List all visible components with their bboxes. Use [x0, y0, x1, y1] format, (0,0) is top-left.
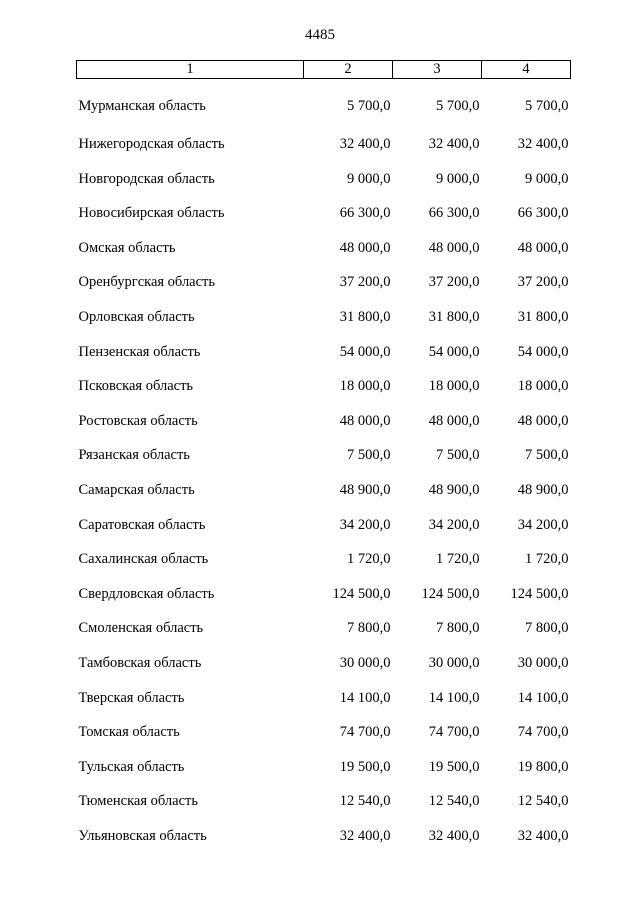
value-cell-col-3: 48 900,0 — [428, 481, 480, 498]
value-cell-col-3: 19 500,0 — [428, 758, 480, 775]
value-cell-col-2: 32 400,0 — [339, 136, 391, 153]
header-col-3: 3 — [393, 61, 482, 79]
value-cell-col-2: 31 800,0 — [339, 309, 391, 326]
table-row — [77, 127, 571, 162]
region-cell: Нижегородская область — [78, 136, 225, 153]
table-row — [77, 196, 571, 231]
region-cell: Омская область — [78, 239, 176, 256]
value-cell-col-3: 31 800,0 — [428, 309, 480, 326]
region-cell: Новгородская область — [78, 170, 215, 187]
value-cell-col-3: 48 000,0 — [428, 412, 480, 429]
table-body — [77, 79, 571, 854]
value-cell-col-3: 14 100,0 — [428, 689, 480, 706]
value-cell-col-3: 37 200,0 — [428, 274, 480, 291]
value-cell-col-2: 124 500,0 — [332, 585, 391, 602]
region-cell: Новосибирская область — [78, 205, 225, 222]
value-cell-col-2: 48 900,0 — [339, 481, 391, 498]
table-row — [77, 473, 571, 508]
value-cell-col-3: 32 400,0 — [428, 136, 480, 153]
header-col-2: 2 — [304, 61, 393, 79]
value-cell-col-4: 74 700,0 — [517, 724, 569, 741]
value-cell-col-4: 66 300,0 — [517, 205, 569, 222]
value-cell-col-3: 32 400,0 — [428, 827, 480, 844]
region-cell: Пензенская область — [78, 343, 201, 360]
table-row — [77, 611, 571, 646]
table-row — [77, 750, 571, 785]
value-cell-col-2: 66 300,0 — [339, 205, 391, 222]
value-cell-col-3: 1 720,0 — [436, 551, 480, 568]
value-cell-col-3: 54 000,0 — [428, 343, 480, 360]
value-cell-col-4: 7 800,0 — [525, 620, 569, 637]
value-cell-col-4: 31 800,0 — [517, 309, 569, 326]
value-cell-col-4: 5 700,0 — [525, 97, 569, 114]
value-cell-col-3: 7 800,0 — [436, 620, 480, 637]
region-cell: Тюменская область — [78, 793, 198, 810]
value-cell-col-3: 48 000,0 — [428, 239, 480, 256]
page-number: 4485 — [305, 27, 335, 43]
value-cell-col-4: 37 200,0 — [517, 274, 569, 291]
region-cell: Ростовская область — [78, 412, 198, 429]
table-row — [77, 162, 571, 197]
table-header — [77, 61, 571, 79]
table-row — [77, 300, 571, 335]
value-cell-col-4: 124 500,0 — [510, 585, 569, 602]
region-cell: Тверская область — [78, 689, 185, 706]
value-cell-col-3: 66 300,0 — [428, 205, 480, 222]
value-cell-col-2: 5 700,0 — [347, 97, 391, 114]
value-cell-col-2: 9 000,0 — [347, 170, 391, 187]
value-cell-col-4: 30 000,0 — [517, 654, 569, 671]
value-cell-col-2: 12 540,0 — [339, 793, 391, 810]
value-cell-col-2: 74 700,0 — [339, 724, 391, 741]
region-cell: Рязанская область — [78, 447, 190, 464]
value-cell-col-4: 7 500,0 — [525, 447, 569, 464]
value-cell-col-3: 30 000,0 — [428, 654, 480, 671]
value-cell-col-4: 19 800,0 — [517, 758, 569, 775]
header-col-1: 1 — [77, 61, 304, 79]
value-cell-col-3: 9 000,0 — [436, 170, 480, 187]
header-col-4: 4 — [482, 61, 571, 79]
region-cell: Псковская область — [78, 378, 194, 395]
value-cell-col-3: 74 700,0 — [428, 724, 480, 741]
table-row — [77, 438, 571, 473]
value-cell-col-2: 54 000,0 — [339, 343, 391, 360]
allocation-table — [76, 60, 571, 853]
value-cell-col-2: 30 000,0 — [339, 654, 391, 671]
value-cell-col-4: 12 540,0 — [517, 793, 569, 810]
value-cell-col-4: 34 200,0 — [517, 516, 569, 533]
value-cell-col-3: 12 540,0 — [428, 793, 480, 810]
region-cell: Ульяновская область — [78, 827, 207, 844]
region-cell: Самарская область — [78, 481, 195, 498]
value-cell-col-4: 54 000,0 — [517, 343, 569, 360]
region-cell: Оренбургская область — [78, 274, 216, 291]
value-cell-col-2: 48 000,0 — [339, 239, 391, 256]
value-cell-col-2: 7 800,0 — [347, 620, 391, 637]
value-cell-col-2: 48 000,0 — [339, 412, 391, 429]
value-cell-col-2: 14 100,0 — [339, 689, 391, 706]
value-cell-col-2: 32 400,0 — [339, 827, 391, 844]
value-cell-col-4: 32 400,0 — [517, 136, 569, 153]
table-row — [77, 646, 571, 681]
value-cell-col-3: 7 500,0 — [436, 447, 480, 464]
table-row — [77, 715, 571, 750]
value-cell-col-4: 48 000,0 — [517, 412, 569, 429]
value-cell-col-2: 1 720,0 — [347, 551, 391, 568]
region-cell: Смоленская область — [78, 620, 204, 637]
value-cell-col-3: 34 200,0 — [428, 516, 480, 533]
value-cell-col-2: 34 200,0 — [339, 516, 391, 533]
value-cell-col-3: 124 500,0 — [421, 585, 480, 602]
value-cell-col-2: 37 200,0 — [339, 274, 391, 291]
region-cell: Томская область — [78, 724, 180, 741]
table-row — [77, 369, 571, 404]
allocation-table-container — [76, 60, 570, 853]
region-cell: Тамбовская область — [78, 654, 202, 671]
value-cell-col-4: 48 900,0 — [517, 481, 569, 498]
table-row — [77, 265, 571, 300]
table-row — [77, 404, 571, 439]
table-row — [77, 577, 571, 612]
region-cell: Сахалинская область — [78, 551, 209, 568]
value-cell-col-2: 19 500,0 — [339, 758, 391, 775]
value-cell-col-2: 18 000,0 — [339, 378, 391, 395]
region-cell: Орловская область — [78, 309, 195, 326]
value-cell-col-4: 48 000,0 — [517, 239, 569, 256]
value-cell-col-3: 5 700,0 — [436, 97, 480, 114]
table-row — [77, 335, 571, 370]
region-cell: Саратовская область — [78, 516, 206, 533]
table-row — [77, 231, 571, 266]
value-cell-col-4: 32 400,0 — [517, 827, 569, 844]
value-cell-col-2: 7 500,0 — [347, 447, 391, 464]
table-row — [77, 79, 571, 128]
table-row — [77, 681, 571, 716]
value-cell-col-4: 14 100,0 — [517, 689, 569, 706]
header-row — [77, 61, 571, 79]
region-cell: Тульская область — [78, 758, 185, 775]
region-cell: Мурманская область — [78, 97, 206, 114]
table-row — [77, 508, 571, 543]
value-cell-col-4: 1 720,0 — [525, 551, 569, 568]
value-cell-col-4: 9 000,0 — [525, 170, 569, 187]
region-cell: Свердловская область — [78, 585, 215, 602]
table-row — [77, 784, 571, 819]
value-cell-col-3: 18 000,0 — [428, 378, 480, 395]
table-row — [77, 542, 571, 577]
table-row — [77, 819, 571, 854]
value-cell-col-4: 18 000,0 — [517, 378, 569, 395]
